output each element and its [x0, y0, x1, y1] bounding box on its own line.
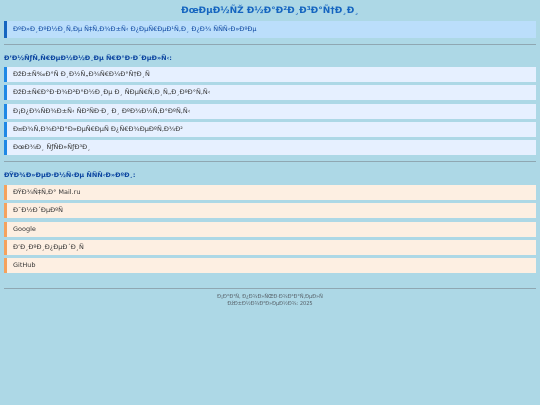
internal-link-education[interactable]: ÐžÐ±Ñ€Ð°Ð·Ð¾Ð²Ð°Ð½Ð¸Ðµ Ð¸ ÑÐµÑ€Ñ‚Ð¸Ñ„Ð¸ÐºÐ°Ñ‚Ñ‹ [4, 85, 536, 100]
internal-link-general-info[interactable]: ÐžÐ±Ñ‰Ð°Ñ Ð¸Ð½Ñ„Ð¾Ñ€Ð¼Ð°Ñ†Ð¸Ñ [4, 67, 536, 82]
internal-section-title: Ð’Ð½ÑƒÑ‚Ñ€ÐµÐ½Ð½Ð¸Ðµ Ñ€Ð°Ð·Ð´ÐµÐ»Ñ‹: [4, 54, 172, 62]
divider [4, 44, 536, 45]
footer-line-site: Ð¡Ð°Ð¹Ñ‚ Ð¿Ð¾Ð»ÑŒÐ·Ð¾Ð²Ð°Ñ‚ÐµÐ»Ñ [217, 294, 323, 300]
divider [4, 288, 536, 289]
external-link-google[interactable]: Google [4, 222, 536, 237]
internal-links-list [4, 67, 536, 158]
external-link-wikipedia[interactable]: Ð’Ð¸ÐºÐ¸Ð¿ÐµÐ´Ð¸Ñ [4, 240, 536, 255]
external-link-yandex[interactable]: Ð¯Ð½Ð´ÐµÐºÑ [4, 203, 536, 218]
internal-link-services[interactable]: ÐœÐ¾Ð¸ ÑƒÑÐ»ÑƒÐ³Ð¸ [4, 140, 536, 155]
footer [0, 294, 540, 308]
external-section-title: ÐŸÐ¾Ð»ÐµÐ·Ð½Ñ‹Ðµ ÑÑÑ‹Ð»ÐºÐ¸: [4, 171, 136, 179]
internal-link-contacts[interactable]: Ð¡Ð¿Ð¾ÑÐ¾Ð±Ñ‹ ÑÐ²ÑÐ·Ð¸ Ð¸ ÐºÐ¾Ð½Ñ‚Ð°ÐºÑ‚Ñ‹ [4, 104, 536, 119]
external-link-github[interactable]: GitHub [4, 258, 536, 273]
external-link-mail-ru[interactable]: ÐŸÐ¾Ñ‡Ñ‚Ð° Mail.ru [4, 185, 536, 200]
internal-link-gallery[interactable]: Ð¤Ð¾Ñ‚Ð¾Ð³Ð°Ð»ÐµÑ€ÐµÑ Ð¿Ñ€Ð¾ÐµÐºÑ‚Ð¾Ð² [4, 122, 536, 137]
divider [4, 161, 536, 162]
external-links-list [4, 185, 536, 276]
instruction-banner: ÐºÐ»Ð¸ÐºÐ½Ð¸Ñ‚Ðµ Ñ‡Ñ‚Ð¾Ð±Ñ‹ Ð¿ÐµÑ€ÐµÐ¹Ñ‚Ð¸ Ð¿Ð¾ ÑÑÑ‹Ð»ÐºÐµ [4, 21, 536, 38]
footer-line-updated: ÐžÐ±Ð½Ð¾Ð²Ð»ÐµÐ½Ð¾: 2025 [227, 301, 313, 307]
page-title: ÐœÐµÐ½ÑŽ Ð½Ð°Ð²Ð¸Ð³Ð°Ñ†Ð¸Ð¸ [181, 6, 359, 16]
